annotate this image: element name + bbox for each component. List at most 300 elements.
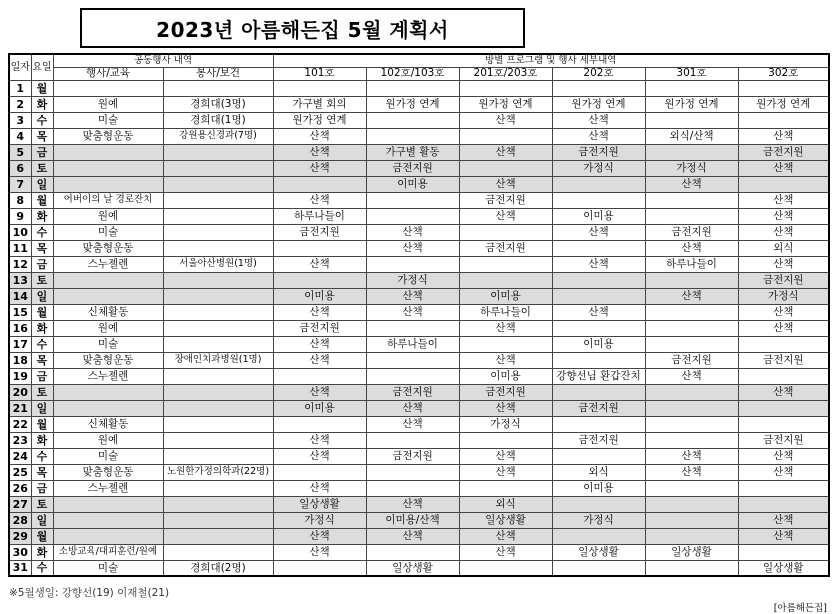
- room-schedule-cell: 산책: [273, 432, 366, 448]
- day-of-week-cell: 금: [31, 368, 53, 384]
- room-schedule-cell: 일상생활: [552, 544, 645, 560]
- event-edu-cell: 신체활동: [53, 304, 163, 320]
- room-schedule-cell: [645, 80, 738, 96]
- day-number-cell: 20: [9, 384, 31, 400]
- birthday-footnote: ※5월생일: 강향선(19) 이재철(21): [9, 587, 170, 599]
- event-edu-cell: [53, 512, 163, 528]
- room-schedule-cell: 산책: [459, 400, 552, 416]
- day-of-week-cell: 토: [31, 496, 53, 512]
- header-day-of-week: 요일: [31, 54, 53, 80]
- room-schedule-cell: [273, 464, 366, 480]
- room-schedule-cell: 산책: [738, 224, 829, 240]
- day-of-week-cell: 목: [31, 352, 53, 368]
- day-number-cell: 27: [9, 496, 31, 512]
- day-of-week-cell: 일: [31, 176, 53, 192]
- day-of-week-cell: 수: [31, 560, 53, 576]
- day-of-week-cell: 수: [31, 448, 53, 464]
- room-schedule-cell: 이미용: [459, 368, 552, 384]
- room-schedule-cell: 산책: [273, 256, 366, 272]
- room-schedule-cell: 산책: [273, 448, 366, 464]
- room-schedule-cell: [366, 544, 459, 560]
- header-room: 301호: [645, 67, 738, 80]
- plan-body: [9, 80, 829, 576]
- header-room: 201호/203호: [459, 67, 552, 80]
- table-row: [9, 144, 829, 160]
- room-schedule-cell: 원가정 연계: [459, 96, 552, 112]
- room-schedule-cell: 일상생활: [366, 560, 459, 576]
- event-edu-cell: 원예: [53, 320, 163, 336]
- event-edu-cell: 미술: [53, 112, 163, 128]
- room-schedule-cell: 산책: [459, 320, 552, 336]
- table-row: [9, 80, 829, 96]
- room-schedule-cell: 하루나들이: [366, 336, 459, 352]
- table-row: [9, 112, 829, 128]
- table-row: [9, 464, 829, 480]
- service-health-cell: [163, 240, 273, 256]
- room-schedule-cell: 산책: [738, 192, 829, 208]
- room-schedule-cell: [645, 208, 738, 224]
- day-of-week-cell: 목: [31, 128, 53, 144]
- day-number-cell: 25: [9, 464, 31, 480]
- room-schedule-cell: 외식/산책: [645, 128, 738, 144]
- day-number-cell: 7: [9, 176, 31, 192]
- room-schedule-cell: 산책: [459, 176, 552, 192]
- room-schedule-cell: 일상생활: [738, 560, 829, 576]
- room-schedule-cell: [366, 192, 459, 208]
- event-edu-cell: 미술: [53, 560, 163, 576]
- table-row: [9, 304, 829, 320]
- table-row: [9, 320, 829, 336]
- day-of-week-cell: 화: [31, 96, 53, 112]
- day-number-cell: 9: [9, 208, 31, 224]
- room-schedule-cell: 산책: [273, 304, 366, 320]
- room-schedule-cell: 산책: [738, 512, 829, 528]
- day-of-week-cell: 목: [31, 240, 53, 256]
- event-edu-cell: [53, 144, 163, 160]
- day-number-cell: 5: [9, 144, 31, 160]
- room-schedule-cell: [645, 320, 738, 336]
- room-schedule-cell: [552, 288, 645, 304]
- room-schedule-cell: [273, 560, 366, 576]
- room-schedule-cell: [738, 336, 829, 352]
- room-schedule-cell: 외식: [738, 240, 829, 256]
- service-health-cell: 강원용신경과(7명): [163, 128, 273, 144]
- day-number-cell: 30: [9, 544, 31, 560]
- event-edu-cell: 스누젤렌: [53, 368, 163, 384]
- service-health-cell: [163, 384, 273, 400]
- service-health-cell: [163, 448, 273, 464]
- room-schedule-cell: 하루나들이: [645, 256, 738, 272]
- service-health-cell: [163, 208, 273, 224]
- room-schedule-cell: 이미용: [366, 176, 459, 192]
- room-schedule-cell: [459, 432, 552, 448]
- room-schedule-cell: 산책: [738, 256, 829, 272]
- room-schedule-cell: 산책: [366, 528, 459, 544]
- room-schedule-cell: 이미용: [459, 288, 552, 304]
- room-schedule-cell: [459, 256, 552, 272]
- room-schedule-cell: [645, 336, 738, 352]
- room-schedule-cell: 산책: [273, 384, 366, 400]
- room-schedule-cell: 금전지원: [552, 144, 645, 160]
- room-schedule-cell: 산책: [366, 400, 459, 416]
- room-schedule-cell: [366, 112, 459, 128]
- room-schedule-cell: [645, 112, 738, 128]
- room-schedule-cell: 일상생활: [273, 496, 366, 512]
- room-schedule-cell: 산책: [645, 368, 738, 384]
- day-number-cell: 12: [9, 256, 31, 272]
- room-schedule-cell: [366, 352, 459, 368]
- service-health-cell: [163, 304, 273, 320]
- room-schedule-cell: 산책: [645, 448, 738, 464]
- event-edu-cell: 맞춤형운동: [53, 352, 163, 368]
- day-of-week-cell: 수: [31, 224, 53, 240]
- service-health-cell: [163, 368, 273, 384]
- room-schedule-cell: 산책: [273, 192, 366, 208]
- day-number-cell: 3: [9, 112, 31, 128]
- day-number-cell: 14: [9, 288, 31, 304]
- event-edu-cell: 맞춤형운동: [53, 128, 163, 144]
- room-schedule-cell: [366, 464, 459, 480]
- monthly-plan-table: [8, 53, 830, 577]
- service-health-cell: 경희대(1명): [163, 112, 273, 128]
- event-edu-cell: [53, 80, 163, 96]
- room-schedule-cell: [552, 240, 645, 256]
- table-row: [9, 416, 829, 432]
- header-room: 102호/103호: [366, 67, 459, 80]
- header-room: 202호: [552, 67, 645, 80]
- day-number-cell: 31: [9, 560, 31, 576]
- day-number-cell: 22: [9, 416, 31, 432]
- room-schedule-cell: [366, 80, 459, 96]
- event-edu-cell: 미술: [53, 336, 163, 352]
- room-schedule-cell: 이미용: [273, 400, 366, 416]
- room-schedule-cell: [738, 176, 829, 192]
- table-row: [9, 480, 829, 496]
- room-schedule-cell: 산책: [273, 352, 366, 368]
- day-number-cell: 8: [9, 192, 31, 208]
- service-health-cell: 경희대(2명): [163, 560, 273, 576]
- header-program-detail: 방별 프로그램 및 행사 세부내역: [273, 54, 829, 67]
- room-schedule-cell: 산책: [273, 544, 366, 560]
- table-row: [9, 400, 829, 416]
- room-schedule-cell: 원가정 연계: [645, 96, 738, 112]
- service-health-cell: [163, 336, 273, 352]
- room-schedule-cell: 가정식: [738, 288, 829, 304]
- room-schedule-cell: [459, 336, 552, 352]
- event-edu-cell: 맞춤형운동: [53, 240, 163, 256]
- header-room: 302호: [738, 67, 829, 80]
- event-edu-cell: [53, 160, 163, 176]
- room-schedule-cell: 산책: [459, 352, 552, 368]
- room-schedule-cell: 산책: [366, 304, 459, 320]
- day-number-cell: 28: [9, 512, 31, 528]
- table-row: [9, 336, 829, 352]
- room-schedule-cell: 산책: [738, 160, 829, 176]
- room-schedule-cell: 금전지원: [738, 272, 829, 288]
- room-schedule-cell: 산책: [366, 240, 459, 256]
- day-of-week-cell: 토: [31, 384, 53, 400]
- event-edu-cell: 원예: [53, 208, 163, 224]
- service-health-cell: [163, 544, 273, 560]
- service-health-cell: [163, 224, 273, 240]
- service-health-cell: [163, 80, 273, 96]
- event-edu-cell: 소방교육/대피훈련/원예: [53, 544, 163, 560]
- day-of-week-cell: 토: [31, 160, 53, 176]
- room-schedule-cell: 산책: [366, 416, 459, 432]
- room-schedule-cell: [645, 144, 738, 160]
- header-room: 101호: [273, 67, 366, 80]
- day-of-week-cell: 수: [31, 112, 53, 128]
- room-schedule-cell: [645, 528, 738, 544]
- room-schedule-cell: 산책: [459, 464, 552, 480]
- room-schedule-cell: [552, 496, 645, 512]
- day-number-cell: 15: [9, 304, 31, 320]
- room-schedule-cell: 가구별 활동: [366, 144, 459, 160]
- service-health-cell: 서울아산병원(1명): [163, 256, 273, 272]
- room-schedule-cell: 원가정 연계: [273, 112, 366, 128]
- room-schedule-cell: 산책: [738, 304, 829, 320]
- day-number-cell: 4: [9, 128, 31, 144]
- room-schedule-cell: 원가정 연계: [366, 96, 459, 112]
- event-edu-cell: [53, 400, 163, 416]
- room-schedule-cell: 산책: [459, 144, 552, 160]
- table-row: [9, 96, 829, 112]
- room-schedule-cell: [552, 176, 645, 192]
- service-health-cell: [163, 192, 273, 208]
- event-edu-cell: 원예: [53, 96, 163, 112]
- room-schedule-cell: [552, 352, 645, 368]
- service-health-cell: [163, 176, 273, 192]
- room-schedule-cell: [552, 192, 645, 208]
- day-of-week-cell: 화: [31, 208, 53, 224]
- table-row: [9, 224, 829, 240]
- day-of-week-cell: 화: [31, 320, 53, 336]
- room-schedule-cell: [552, 448, 645, 464]
- event-edu-cell: [53, 272, 163, 288]
- page-title: 2023년 아름해든집 5월 계획서: [80, 8, 525, 48]
- event-edu-cell: 원예: [53, 432, 163, 448]
- day-number-cell: 24: [9, 448, 31, 464]
- room-schedule-cell: 금전지원: [366, 448, 459, 464]
- room-schedule-cell: [645, 480, 738, 496]
- room-schedule-cell: 외식: [459, 496, 552, 512]
- room-schedule-cell: 산책: [552, 304, 645, 320]
- room-schedule-cell: [366, 480, 459, 496]
- service-health-cell: [163, 160, 273, 176]
- table-row: [9, 256, 829, 272]
- room-schedule-cell: 산책: [366, 224, 459, 240]
- room-schedule-cell: 금전지원: [552, 432, 645, 448]
- room-schedule-cell: 금전지원: [645, 352, 738, 368]
- day-of-week-cell: 월: [31, 192, 53, 208]
- room-schedule-cell: 가정식: [552, 512, 645, 528]
- service-health-cell: [163, 320, 273, 336]
- day-of-week-cell: 금: [31, 144, 53, 160]
- room-schedule-cell: [645, 496, 738, 512]
- room-schedule-cell: 산책: [273, 480, 366, 496]
- room-schedule-cell: [738, 496, 829, 512]
- service-health-cell: [163, 512, 273, 528]
- day-of-week-cell: 토: [31, 272, 53, 288]
- room-schedule-cell: 금전지원: [459, 240, 552, 256]
- room-schedule-cell: 산책: [273, 160, 366, 176]
- room-schedule-cell: 산책: [738, 128, 829, 144]
- room-schedule-cell: 산책: [738, 384, 829, 400]
- room-schedule-cell: [738, 480, 829, 496]
- room-schedule-cell: [738, 416, 829, 432]
- room-schedule-cell: 산책: [552, 112, 645, 128]
- table-row: [9, 512, 829, 528]
- room-schedule-cell: [459, 272, 552, 288]
- room-schedule-cell: 산책: [459, 544, 552, 560]
- room-schedule-cell: 가정식: [552, 160, 645, 176]
- room-schedule-cell: [459, 80, 552, 96]
- room-schedule-cell: [645, 560, 738, 576]
- service-health-cell: [163, 400, 273, 416]
- room-schedule-cell: [738, 400, 829, 416]
- room-schedule-cell: 산책: [366, 288, 459, 304]
- room-schedule-cell: [738, 112, 829, 128]
- day-of-week-cell: 일: [31, 512, 53, 528]
- table-row: [9, 448, 829, 464]
- room-schedule-cell: 금전지원: [273, 320, 366, 336]
- room-schedule-cell: 원가정 연계: [552, 96, 645, 112]
- day-number-cell: 11: [9, 240, 31, 256]
- room-schedule-cell: 산책: [738, 448, 829, 464]
- room-schedule-cell: 금전지원: [273, 224, 366, 240]
- day-of-week-cell: 수: [31, 336, 53, 352]
- event-edu-cell: [53, 288, 163, 304]
- event-edu-cell: [53, 496, 163, 512]
- event-edu-cell: 스누젤렌: [53, 256, 163, 272]
- room-schedule-cell: 가정식: [645, 160, 738, 176]
- room-schedule-cell: [273, 272, 366, 288]
- day-number-cell: 2: [9, 96, 31, 112]
- room-schedule-cell: 산책: [459, 208, 552, 224]
- organization-signature: [아름해든집]: [773, 603, 827, 614]
- event-edu-cell: [53, 176, 163, 192]
- room-schedule-cell: 일상생활: [645, 544, 738, 560]
- room-schedule-cell: 산책: [738, 320, 829, 336]
- room-schedule-cell: 이미용: [552, 208, 645, 224]
- room-schedule-cell: [552, 320, 645, 336]
- room-schedule-cell: 산책: [273, 128, 366, 144]
- room-schedule-cell: 산책: [459, 448, 552, 464]
- table-row: [9, 496, 829, 512]
- room-schedule-cell: 산책: [366, 496, 459, 512]
- room-schedule-cell: [645, 416, 738, 432]
- room-schedule-cell: 일상생활: [459, 512, 552, 528]
- table-row: [9, 192, 829, 208]
- room-schedule-cell: 금전지원: [459, 384, 552, 400]
- day-number-cell: 29: [9, 528, 31, 544]
- room-schedule-cell: [738, 368, 829, 384]
- room-schedule-cell: [366, 432, 459, 448]
- room-schedule-cell: 산책: [645, 288, 738, 304]
- room-schedule-cell: [366, 208, 459, 224]
- header-day-number: 일자: [9, 54, 31, 80]
- room-schedule-cell: [645, 512, 738, 528]
- room-schedule-cell: [366, 320, 459, 336]
- room-schedule-cell: [645, 272, 738, 288]
- room-schedule-cell: [366, 128, 459, 144]
- room-schedule-cell: [645, 384, 738, 400]
- event-edu-cell: [53, 384, 163, 400]
- room-schedule-cell: [459, 128, 552, 144]
- room-schedule-cell: [273, 176, 366, 192]
- header-event-edu: 행사/교육: [53, 67, 163, 80]
- day-number-cell: 19: [9, 368, 31, 384]
- event-edu-cell: 맞춤형운동: [53, 464, 163, 480]
- room-schedule-cell: 산책: [738, 208, 829, 224]
- room-schedule-cell: [738, 80, 829, 96]
- day-of-week-cell: 화: [31, 432, 53, 448]
- room-schedule-cell: 강향선님 환갑잔치: [552, 368, 645, 384]
- room-schedule-cell: 이미용: [273, 288, 366, 304]
- service-health-cell: [163, 288, 273, 304]
- day-of-week-cell: 월: [31, 80, 53, 96]
- table-row: [9, 544, 829, 560]
- room-schedule-cell: [552, 528, 645, 544]
- room-schedule-cell: [459, 560, 552, 576]
- service-health-cell: [163, 432, 273, 448]
- day-of-week-cell: 월: [31, 304, 53, 320]
- day-of-week-cell: 금: [31, 480, 53, 496]
- room-schedule-cell: 산책: [273, 528, 366, 544]
- event-edu-cell: [53, 528, 163, 544]
- room-schedule-cell: [552, 560, 645, 576]
- room-schedule-cell: 금전지원: [645, 224, 738, 240]
- day-number-cell: 16: [9, 320, 31, 336]
- room-schedule-cell: 하루나들이: [459, 304, 552, 320]
- room-schedule-cell: 산책: [273, 336, 366, 352]
- room-schedule-cell: 산책: [273, 144, 366, 160]
- room-schedule-cell: 산책: [552, 256, 645, 272]
- room-schedule-cell: 금전지원: [459, 192, 552, 208]
- service-health-cell: [163, 496, 273, 512]
- room-schedule-cell: [459, 224, 552, 240]
- day-of-week-cell: 일: [31, 288, 53, 304]
- day-of-week-cell: 목: [31, 464, 53, 480]
- room-schedule-cell: [552, 272, 645, 288]
- day-of-week-cell: 월: [31, 416, 53, 432]
- room-schedule-cell: [273, 368, 366, 384]
- room-schedule-cell: 가구별 회의: [273, 96, 366, 112]
- table-row: [9, 384, 829, 400]
- room-schedule-cell: 금전지원: [366, 160, 459, 176]
- room-schedule-cell: [738, 544, 829, 560]
- table-row: [9, 128, 829, 144]
- table-row: [9, 160, 829, 176]
- service-health-cell: [163, 272, 273, 288]
- day-of-week-cell: 화: [31, 544, 53, 560]
- service-health-cell: [163, 416, 273, 432]
- room-schedule-cell: 이미용: [552, 480, 645, 496]
- room-schedule-cell: 산책: [645, 176, 738, 192]
- table-row: [9, 432, 829, 448]
- service-health-cell: 노원한가정의학과(22명): [163, 464, 273, 480]
- room-schedule-cell: 하루나들이: [273, 208, 366, 224]
- day-number-cell: 1: [9, 80, 31, 96]
- room-schedule-cell: [273, 416, 366, 432]
- room-schedule-cell: 외식: [552, 464, 645, 480]
- table-row: [9, 288, 829, 304]
- table-row: [9, 272, 829, 288]
- room-schedule-cell: [645, 304, 738, 320]
- room-schedule-cell: [366, 256, 459, 272]
- event-edu-cell: 스누젤렌: [53, 480, 163, 496]
- room-schedule-cell: 이미용/산책: [366, 512, 459, 528]
